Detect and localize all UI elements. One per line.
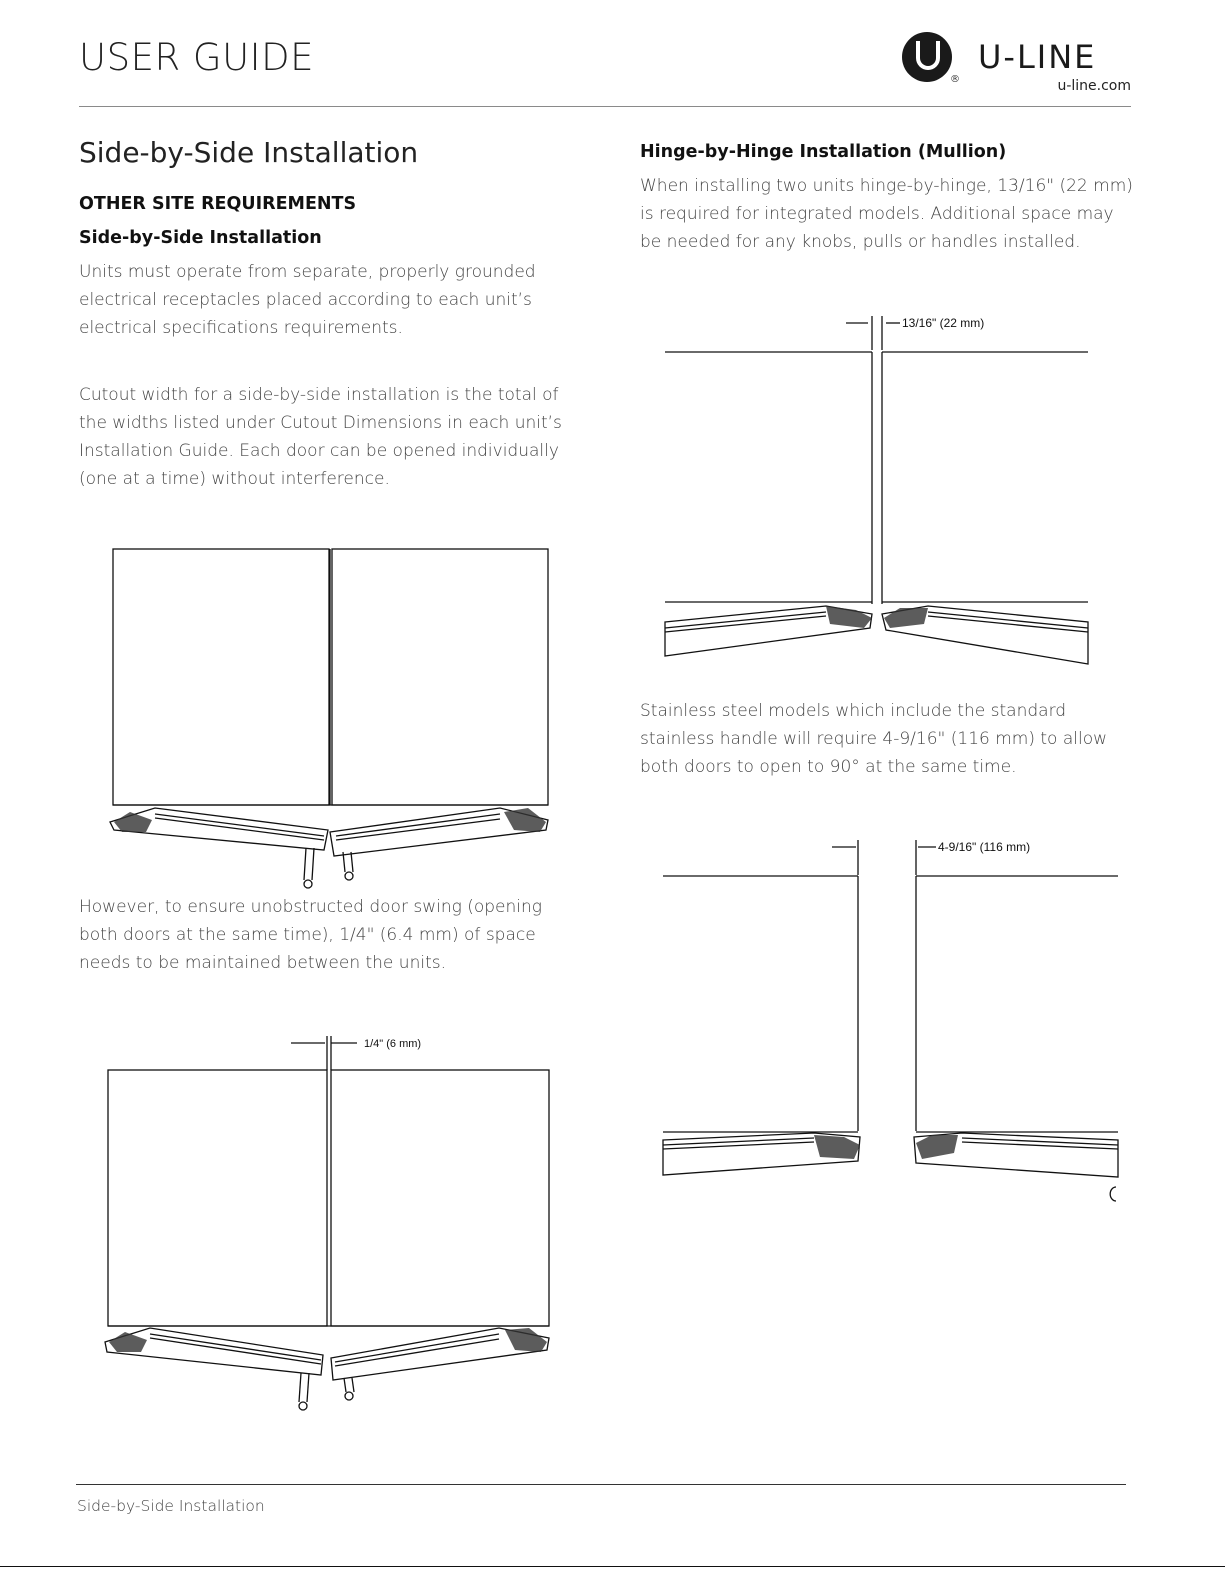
paragraph-door-swing: However, to ensure unobstructed door swing (opening both doors at the same time), 1/4" (6.4 mm) of space needs to be maintained between the units. [79, 897, 542, 973]
brand-url: u-line.com [1057, 78, 1131, 94]
thirteen-sixteenths-label: 13/16" (22 mm) [902, 316, 985, 330]
side-by-side-diagram [100, 540, 570, 900]
paragraph-hinge-spacing: When installing two units hinge-by-hinge, 13/16" (22 mm) is required for integrated models. Additional space may be needed for any knobs, pulls or handles installed. [640, 176, 1133, 252]
brand-wordmark: U-LINE [978, 38, 1097, 76]
page-header-title: USER GUIDE [79, 36, 314, 79]
quarter-inch-label: 1/4" (6 mm) [364, 1038, 422, 1050]
paragraph-stainless-handle: Stainless steel models which include the standard stainless handle will require 4-9/16" (116 mm) to allow both doors to open to 90° at the same time. [640, 701, 1108, 777]
page-bottom-rule [0, 1566, 1225, 1567]
hinge-heading: Hinge-by-Hinge Installation (Mullion) [640, 142, 1007, 162]
paragraph-receptacles: Units must operate from separate, properly grounded electrical receptacles placed according to each unit’s electrical specifications requirements. [79, 262, 536, 338]
u-line-logo-icon [902, 32, 952, 82]
header-rule [79, 106, 1131, 107]
paragraph-cutout-width: Cutout width for a side-by-side installation is the total of the widths listed under Cutout Dimensions in each unit’s Installation Guide. Each door can be opened individually (one at a time) without interference. [79, 385, 562, 489]
footer-section-label: Side-by-Side Installation [77, 1497, 265, 1515]
hinge-by-hinge-integrated-diagram [660, 310, 1100, 670]
page-heading: Side-by-Side Installation [79, 136, 419, 169]
brand-logo [902, 32, 1137, 96]
four-nine-sixteenths-label: 4-9/16" (116 mm) [938, 840, 1031, 854]
stainless-handle-spacing-diagram [658, 835, 1120, 1210]
section-heading: OTHER SITE REQUIREMENTS [79, 194, 357, 214]
quarter-inch-gap-diagram [95, 1030, 565, 1420]
sub-heading: Side-by-Side Installation [79, 228, 322, 248]
registered-mark: ® [950, 74, 960, 85]
footer-rule [76, 1484, 1126, 1485]
